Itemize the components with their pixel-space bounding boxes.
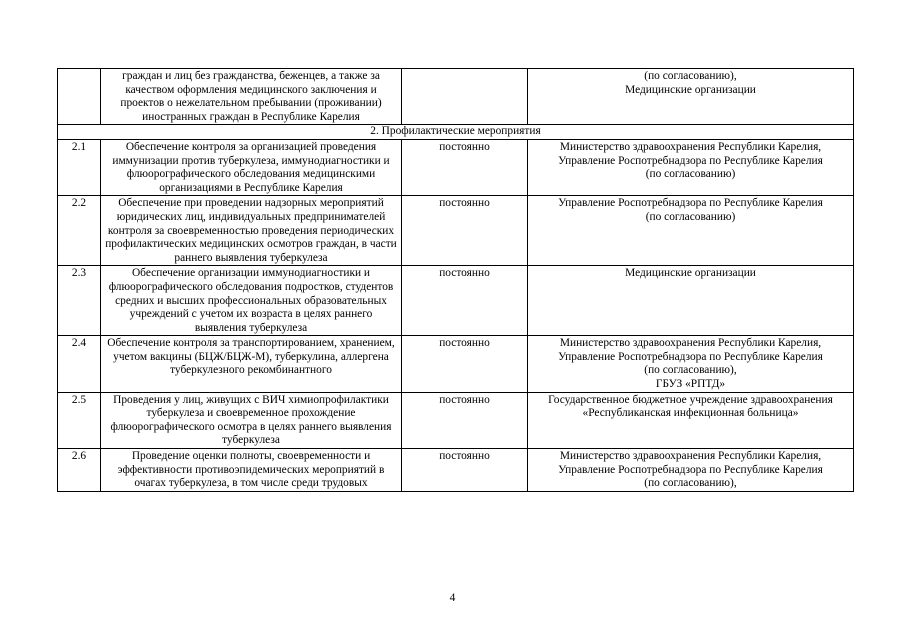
row-number: 2.5 [58, 392, 101, 448]
row-number: 2.1 [58, 139, 101, 195]
table-row [58, 336, 854, 392]
row-number: 2.3 [58, 266, 101, 336]
row-number: 2.4 [58, 336, 101, 392]
row-responsible: Медицинские организации [528, 266, 854, 336]
row-responsible: Министерство здравоохранения Республики Карелия, Управление Роспотребнадзора по Республике Карелия (по согласованию), [528, 449, 854, 492]
row-description: Обеспечение контроля за транспортированием, хранением, учетом вакцины (БЦЖ/БЦЖ-М), туберкулина, аллергена туберкулезного рекомбинантного [101, 336, 402, 392]
row-term [402, 69, 528, 125]
measures-table [57, 68, 854, 492]
table-row [58, 196, 854, 266]
row-number: 2.2 [58, 196, 101, 266]
row-number [58, 69, 101, 125]
row-term: постоянно [402, 392, 528, 448]
row-responsible: (по согласованию), Медицинские организации [528, 69, 854, 125]
row-term: постоянно [402, 196, 528, 266]
page-number: 4 [449, 592, 456, 604]
measures-table-body [58, 69, 854, 492]
row-description: граждан и лиц без гражданства, беженцев, а также за качеством оформления медицинского заключения и проектов о нежелательном пребывании (проживании) иностранных граждан в Республике Карелия [101, 69, 402, 125]
row-description: Обеспечение при проведении надзорных мероприятий юридических лиц, индивидуальных предпринимателей контроля за своевременностью проведения периодических профилактических медицинских осмотров граждан, в части раннего выявления туберкулеза [101, 196, 402, 266]
row-description: Проведения у лиц, живущих с ВИЧ химиопрофилактики туберкулеза и своевременное прохождение флюорографического осмотра в целях раннего выявления туберкулеза [101, 392, 402, 448]
row-responsible: Министерство здравоохранения Республики Карелия, Управление Роспотребнадзора по Республике Карелия (по согласованию) [528, 139, 854, 195]
row-term: постоянно [402, 449, 528, 492]
row-term: постоянно [402, 336, 528, 392]
row-description: Обеспечение организации иммунодиагностики и флюорографического обследования подростков, студентов средних и высших профессиональных образовательных учреждений с учетом их возраста в целях раннего выявления туберкулеза [101, 266, 402, 336]
row-description: Проведение оценки полноты, своевременности и эффективности противоэпидемических мероприятий в очагах туберкулеза, в том числе среди трудовых [101, 449, 402, 492]
row-responsible: Министерство здравоохранения Республики Карелия, Управление Роспотребнадзора по Республике Карелия (по согласованию), ГБУЗ «РПТД» [528, 336, 854, 392]
row-number: 2.6 [58, 449, 101, 492]
table-row [58, 449, 854, 492]
row-description: Обеспечение контроля за организацией проведения иммунизации против туберкулеза, иммунодиагностики и флюорографического обследования медицинскими организациями в Республике Карелия [101, 139, 402, 195]
row-responsible: Государственное бюджетное учреждение здравоохранения «Республиканская инфекционная больница» [528, 392, 854, 448]
section-title: 2. Профилактические мероприятия [58, 125, 854, 140]
table-row [58, 266, 854, 336]
section-header-row [58, 125, 854, 140]
table-row [58, 392, 854, 448]
row-responsible: Управление Роспотребнадзора по Республике Карелия (по согласованию) [528, 196, 854, 266]
table-row [58, 139, 854, 195]
row-term: постоянно [402, 139, 528, 195]
row-term: постоянно [402, 266, 528, 336]
table-row-continuation [58, 69, 854, 125]
